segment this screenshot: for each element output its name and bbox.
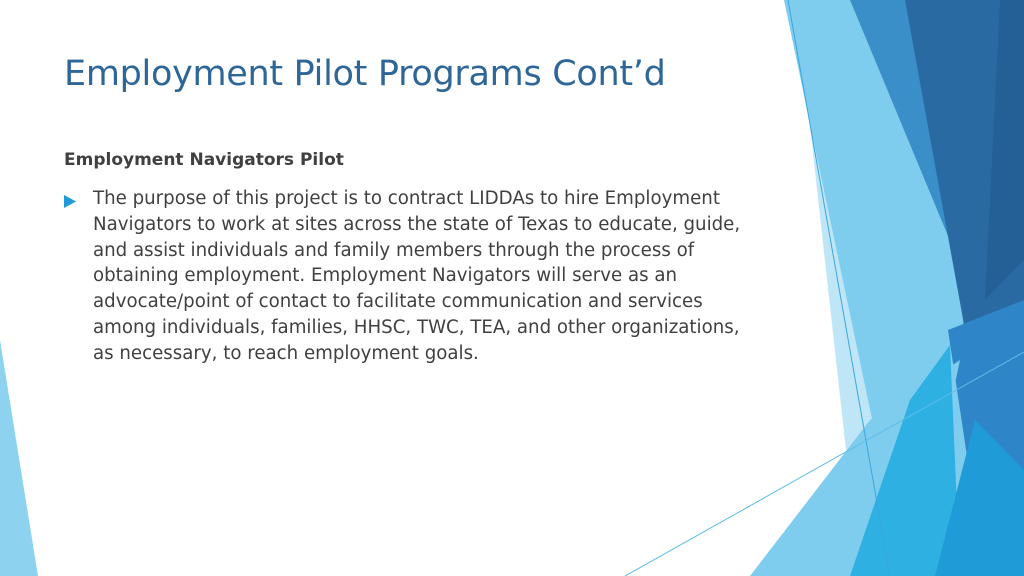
bullet-item [64, 186, 764, 367]
section-subheading: Employment Navigators Pilot [64, 150, 344, 170]
slide-title: Employment Pilot Programs Cont’d [64, 54, 666, 94]
triangle-bullet-icon [64, 186, 93, 212]
left-edge-shape [0, 340, 38, 576]
bullet-text: The purpose of this project is to contract LIDDAs to hire Employment Navigators to work at sites across the state of Texas to educate, guide, and assist individuals and family members through the process of obtaining employment. Employment Navigators will serve as an advocate/point of contact to facilitate communication and services among individuals, families, HHSC, TWC, TEA, and other organizations, as necessary, to reach employment goals. [93, 188, 741, 364]
